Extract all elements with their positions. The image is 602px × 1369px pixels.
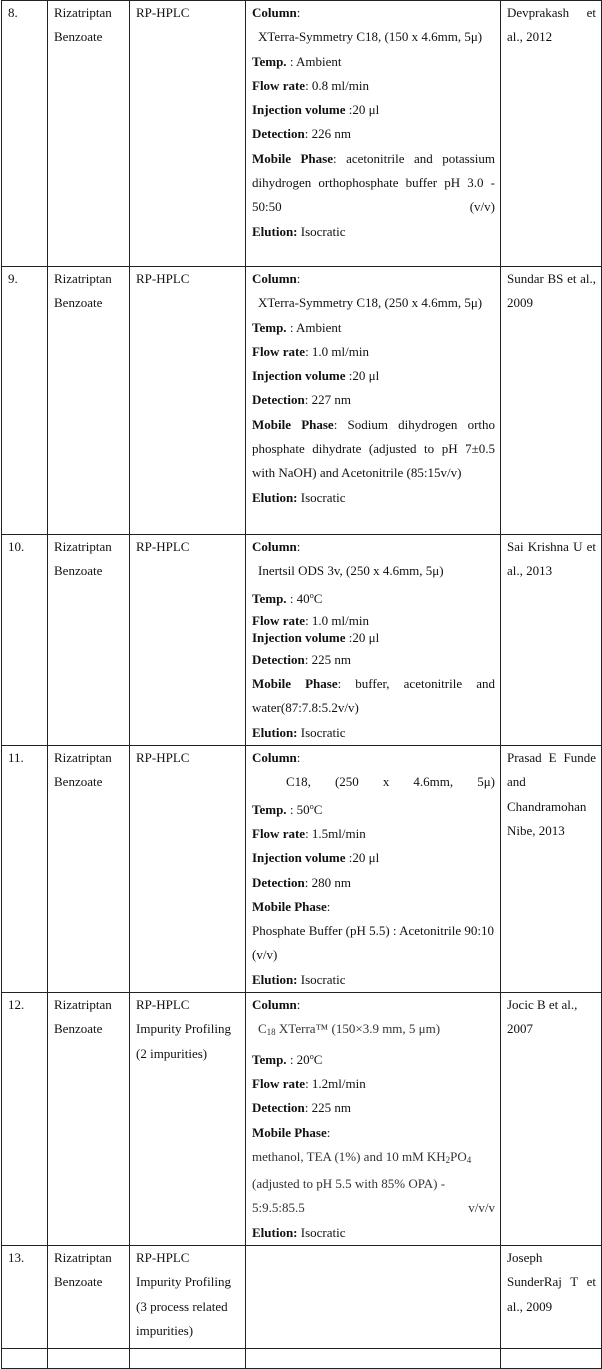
method-name: RP-HPLC [130, 746, 246, 993]
table-row [2, 993, 602, 1246]
drug-name: Rizatriptan Benzoate [48, 267, 130, 535]
method-name: RP-HPLC Impurity Profiling (3 process related impurities) [130, 1246, 246, 1349]
reference: Jocic B et al., 2007 [501, 993, 602, 1246]
table-row [2, 1349, 602, 1369]
chromatographic-conditions: Column: XTerra-Symmetry C18, (250 x 4.6mm, 5μ) Temp. : Ambient Flow rate: 1.0 ml/min Injection volume :20 μl Detection: 227 nm Mobile Phase: Sodium dihydrogen ortho phosphate dihydrate (adjusted to pH 7±0.5 with NaOH) and Acetonitrile (85:15v/v) Elution: Isocratic [246, 267, 501, 535]
serial-number: 13. [2, 1246, 48, 1349]
reference: Joseph SunderRaj T et al., 2009 [501, 1246, 602, 1349]
serial-number: 10. [2, 535, 48, 746]
chromatographic-conditions: Column: Inertsil ODS 3v, (250 x 4.6mm, 5μ) Temp. : 40$^o$C Flow rate: 1.0 ml/min Injection volume :20 μl Detection: 225 nm Mobile Phase: buffer, acetonitrile and water(87:7.8:5.2v/v) Elution: Isocratic [246, 535, 501, 746]
column-value: Inertsil ODS 3v, (250 x 4.6mm, 5μ) [258, 563, 444, 579]
chromatographic-conditions: Column: XTerra-Symmetry C18, (150 x 4.6mm, 5μ) Temp. : Ambient Flow rate: 0.8 ml/min Injection volume :20 μl Detection: 226 nm Mobile Phase: acetonitrile and potassium dihydrogen orthophosphate buffer pH 3.0 - 50:50 (v/v) Elution: Isocratic [246, 1, 501, 267]
mobile-phase-value: methanol, TEA (1%) and 10 mM $KH_2PO_4$ [252, 1148, 472, 1165]
reference: Sundar BS et al., 2009 [501, 267, 602, 535]
table-row [2, 267, 602, 535]
drug-name: Rizatriptan Benzoate [48, 1246, 130, 1349]
hplc-methods-table [1, 0, 602, 1369]
table-row [2, 1246, 602, 1349]
serial-number: 9. [2, 267, 48, 535]
mobile-phase-value: Phosphate Buffer (pH 5.5) : Acetonitrile 90:10 (v/v) [252, 923, 495, 963]
serial-number: 11. [2, 746, 48, 993]
drug-name: Rizatriptan Benzoate [48, 746, 130, 993]
column-value: C18, (250 x 4.6mm, 5μ) [286, 774, 495, 790]
column-value: $C_{18}$ XTerra™ (150×3.9 mm, 5 μm) [258, 1021, 441, 1038]
table-row [2, 746, 602, 993]
method-name: RP-HPLC [130, 267, 246, 535]
serial-number: 8. [2, 1, 48, 267]
reference: Prasad E Funde and Chandramohan Nibe, 2013 [501, 746, 602, 993]
reference: Sai Krishna U et al., 2013 [501, 535, 602, 746]
drug-name: Rizatriptan Benzoate [48, 1, 130, 267]
column-value: XTerra-Symmetry C18, (250 x 4.6mm, 5μ) [258, 295, 483, 311]
method-name: RP-HPLC [130, 535, 246, 746]
table-row [2, 1, 602, 267]
column-value: XTerra-Symmetry C18, (150 x 4.6mm, 5μ) [258, 29, 483, 45]
chromatographic-conditions: Column: $C_{18}$ XTerra™ (150×3.9 mm, 5 μm) Temp. : 20$^o$C Flow rate: 1.2ml/min Detection: 225 nm Mobile Phase: methanol, TEA (1%) and 10 mM $KH_2PO_4$ (adjusted to pH 5.5 with 85% OPA) - 5:9.5:85.5 v/v/v Elution: Isocratic [246, 993, 501, 1246]
drug-name: Rizatriptan Benzoate [48, 993, 130, 1246]
chromatographic-conditions: Column: C18, (250 x 4.6mm, 5μ) Temp. : 50$^o$C Flow rate: 1.5ml/min Injection volume :20 μl Detection: 280 nm Mobile Phase: Phosphate Buffer (pH 5.5) : Acetonitrile 90:10 (v/v) Elution: Isocratic [246, 746, 501, 993]
reference: Devprakash et al., 2012 [501, 1, 602, 267]
drug-name: Rizatriptan Benzoate [48, 535, 130, 746]
serial-number: 12. [2, 993, 48, 1246]
method-name: RP-HPLC Impurity Profiling (2 impurities) [130, 993, 246, 1246]
table-row [2, 535, 602, 746]
chromatographic-conditions [246, 1246, 501, 1349]
method-name: RP-HPLC [130, 1, 246, 267]
